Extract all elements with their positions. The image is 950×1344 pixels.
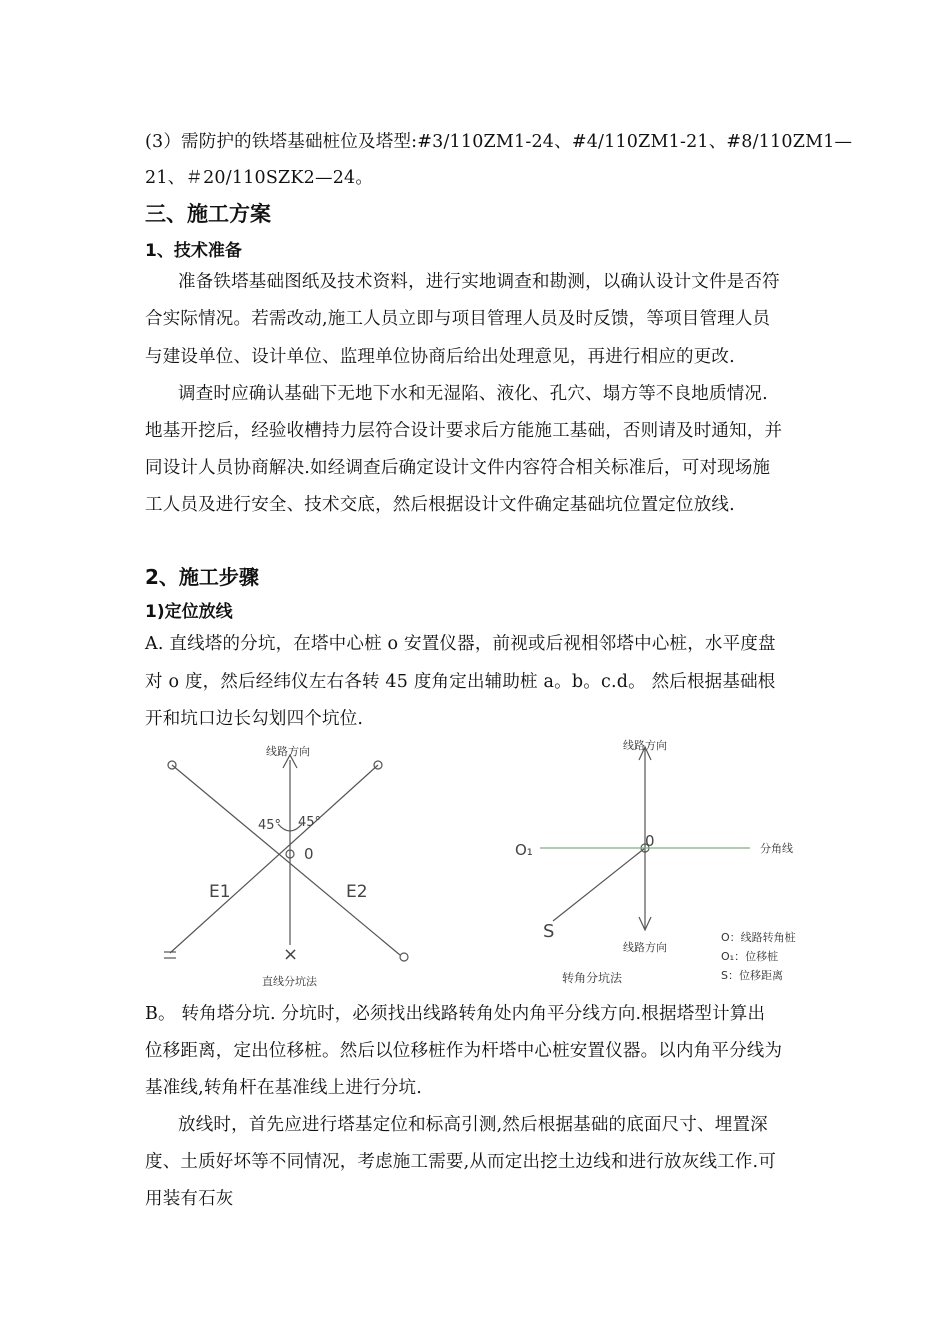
heading-positioning: 1)定位放线 xyxy=(145,602,233,622)
steps-c-line1: 放线时，首先应进行塔基定位和标高引测,然后根据基础的底面尺寸、埋置深 xyxy=(178,1115,768,1135)
label-e1: E1 xyxy=(209,882,231,902)
o1-label: O₁ xyxy=(515,841,533,859)
bottom-mark: × xyxy=(283,944,299,965)
label-e2: E2 xyxy=(346,882,368,902)
steps-a-line2: 对 o 度，然后经纬仪左右各转 45 度角定出辅助桩 a。b。c.d。 然后根据基础根 xyxy=(145,672,776,692)
steps-a-line1: A. 直线塔的分坑，在塔中心桩 o 安置仪器，前视或后视相邻塔中心桩，水平度盘 xyxy=(145,634,776,654)
steps-b-line2: 位移距离，定出位移桩。然后以位移桩作为杆塔中心桩安置仪器。以内角平分线为 xyxy=(145,1041,783,1061)
turn-center-label: 0 xyxy=(645,832,655,850)
right-figure-caption: 转角分坑法 xyxy=(562,971,623,985)
steps-c-line2: 度、土质好坏等不同情况，考虑施工需要,从而定出挖土边线和进行放灰线工作.可 xyxy=(145,1152,777,1172)
tech-prep-p2-line3: 同设计人员协商解决.如经调查后确定设计文件内容符合相关标准后，可对现场施 xyxy=(145,458,771,478)
offset-line xyxy=(553,848,645,921)
tech-prep-p1-line3: 与建设单位、设计单位、监理单位协商后给出处理意见，再进行相应的更改. xyxy=(145,347,735,367)
direction-label: 线路方向 xyxy=(266,745,310,758)
legend-o1: O₁：位移桩 xyxy=(721,950,779,963)
heading-steps: 2、施工步骤 xyxy=(145,565,259,589)
center-label: 0 xyxy=(304,845,314,863)
tech-prep-p2-line1: 调查时应确认基础下无地下水和无湿陷、液化、孔穴、塌方等不良地质情况. xyxy=(178,384,768,404)
heading-tech-prep: 1、技术准备 xyxy=(145,241,242,261)
steps-c-line3: 用装有石灰 xyxy=(145,1189,234,1209)
straight-line-layout-figure xyxy=(150,735,440,995)
angle-left-label: 45° xyxy=(258,818,282,833)
diagonal-d-b xyxy=(172,765,400,955)
s-label: S xyxy=(543,921,555,942)
heading-construction-plan: 三、施工方案 xyxy=(145,202,271,226)
angle-right-label: 45° xyxy=(298,815,322,830)
item3-line2: 21、＃20/110SZK2—24。 xyxy=(145,168,374,188)
tech-prep-p2-line4: 工人员及进行安全、技术交底，然后根据设计文件确定基础坑位置定位放线. xyxy=(145,495,735,515)
tech-prep-p1-line2: 合实际情况。若需改动,施工人员立即与项目管理人员及时反馈，等项目管理人员 xyxy=(145,309,771,329)
legend-s: S：位移距离 xyxy=(721,969,783,982)
tech-prep-p2-line2: 地基开挖后，经验收槽持力层符合设计要求后方能施工基础，否则请及时通知，并 xyxy=(145,421,783,441)
steps-b-line1: B。 转角塔分坑. 分坑时，必须找出线路转角处内角平分线方向.根据塔型计算出 xyxy=(145,1004,766,1024)
steps-a-line3: 开和坑口边长勾划四个坑位. xyxy=(145,709,364,729)
direction-bottom-label: 线路方向 xyxy=(623,941,667,954)
bisector-label: 分角线 xyxy=(760,842,793,855)
item3-line1: (3）需防护的铁塔基础桩位及塔型:#3/110ZM1-24、#4/110ZM1-21、#8/110ZM1— xyxy=(145,132,853,152)
tech-prep-p1-line1: 准备铁塔基础图纸及技术资料，进行实地调查和勘测，以确认设计文件是否符 xyxy=(178,272,780,292)
direction-top-label: 线路方向 xyxy=(623,739,667,752)
legend-o: O：线路转角桩 xyxy=(721,931,796,944)
angle-tower-layout-figure xyxy=(505,735,810,995)
left-figure-caption: 直线分坑法 xyxy=(262,975,317,988)
steps-b-line3: 基准线,转角杆在基准线上进行分坑. xyxy=(145,1078,423,1098)
diagonal-a-c xyxy=(170,765,378,953)
